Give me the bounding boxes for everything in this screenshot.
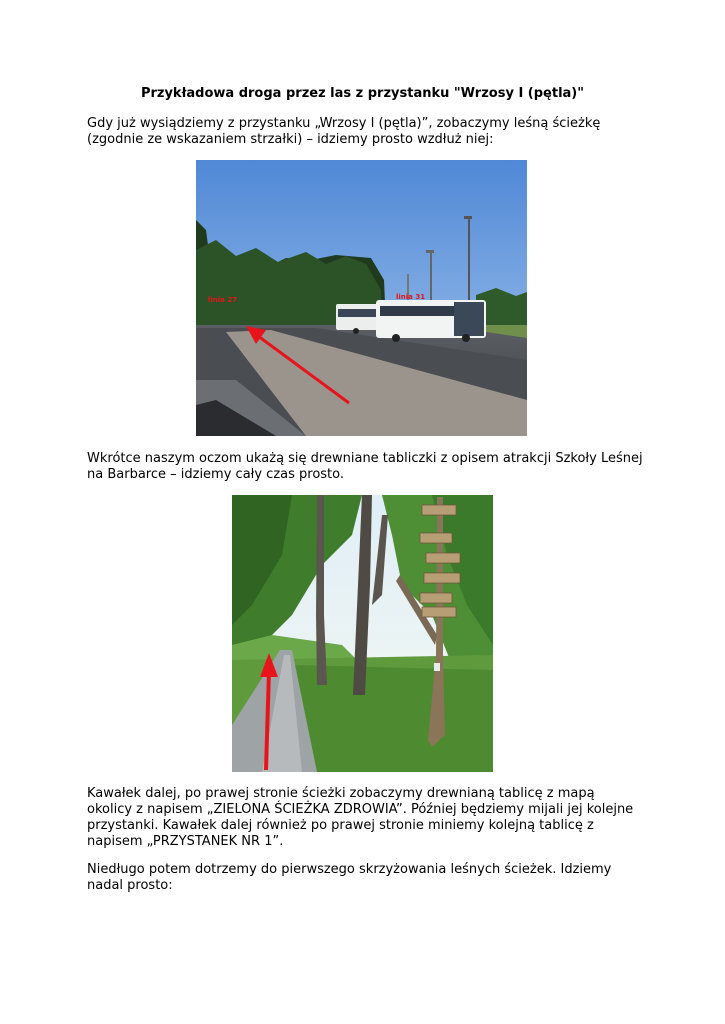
paragraph-signs: Wkrótce naszym oczom ukażą się drewniane tabliczki z opisem atrakcji Szkoły Leśnej na Barbarce – idziemy cały czas prosto. (87, 451, 643, 482)
forest-path-photo (232, 495, 493, 772)
label-line-31: linia 31 (396, 293, 426, 301)
paragraph-intro: Gdy już wysiądziemy z przystanku „Wrzosy I (pętla)”, zobaczymy leśną ścieżkę (zgodnie ze wskazaniem strzałki) – idziemy prosto wzdłuż niej: (87, 116, 601, 147)
page-title: Przykładowa droga przez las z przystanku "Wrzosy I (pętla)" (140, 86, 585, 101)
paragraph-green-path: Kawałek dalej, po prawej stronie ścieżki zobaczymy drewnianą tablicę z mapą okolicy z napisem „ZIELONA ŚCIEŻKA ZDROWIA”. Później będziemy mijali jej kolejne przystanki. Kawałek dalej również po prawej stronie miniemy kolejną tablicę z napisem „PRZYSTANEK NR 1”. (87, 786, 634, 849)
label-line-27: linia 27 (208, 296, 238, 304)
paragraph-crossing: Niedługo potem dotrzemy do pierwszego skrzyżowania leśnych ścieżek. Idziemy nadal prosto: (87, 862, 612, 893)
bus-stop-photo (196, 160, 527, 436)
